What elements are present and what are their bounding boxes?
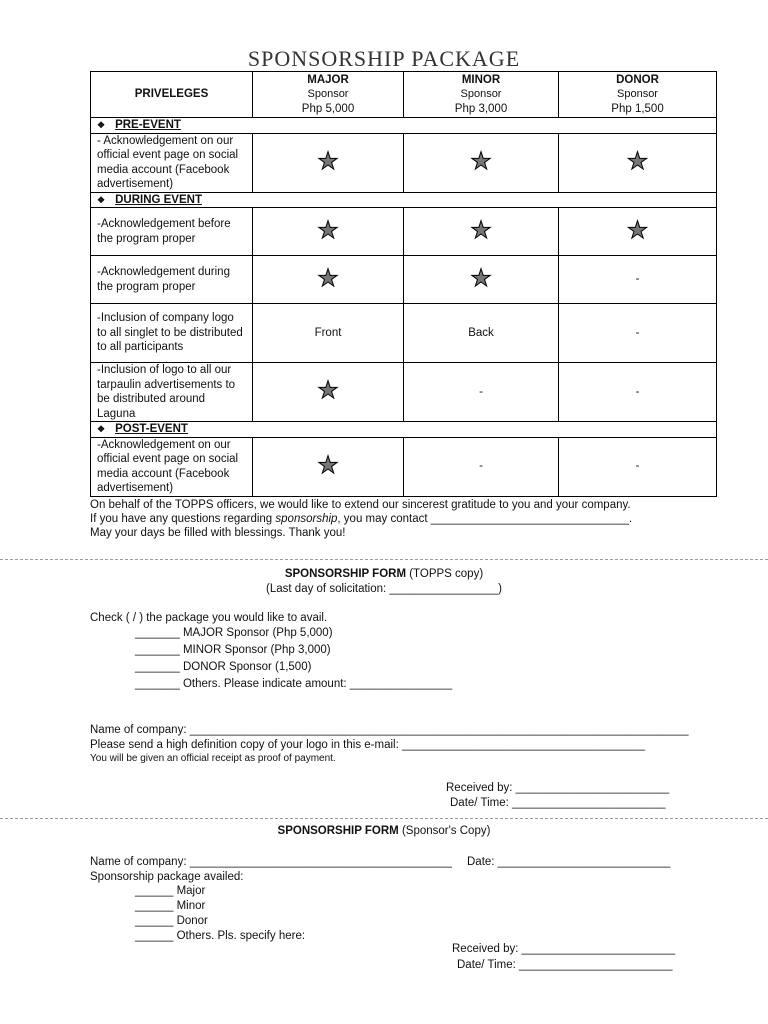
- star-icon: ★: [317, 216, 339, 244]
- major-label: Sponsor: [307, 88, 349, 101]
- form2-received-by[interactable]: Received by: ________________________: [452, 943, 676, 955]
- diamond-icon: ❖: [97, 424, 106, 434]
- table-row: - Acknowledgement on our official event page on social media account (Facebook advertisement) ★ ★ ★: [91, 133, 717, 192]
- table-row: -Inclusion of company logo to all singlet to be distributed to all participants Front Back -: [91, 304, 717, 363]
- form2-date-field[interactable]: Date: ___________________________: [467, 856, 671, 868]
- form2-option-others[interactable]: ______ Others. Pls. specify here:: [135, 930, 306, 942]
- form2-option-donor[interactable]: ______ Donor: [135, 915, 208, 927]
- form1-deadline: (Last day of solicitation: _________________): [266, 583, 502, 595]
- major-price: Php 5,000: [301, 102, 355, 115]
- donor-column-header: [559, 72, 717, 118]
- star-icon: ★: [317, 451, 339, 479]
- form1-option-donor[interactable]: _______ DONOR Sponsor (1,500): [135, 661, 312, 673]
- form1-receipt-note: You will be given an official receipt as proof of payment.: [90, 753, 336, 764]
- form1-received-by[interactable]: Received by: ________________________: [446, 782, 670, 794]
- form1-option-minor[interactable]: _______ MINOR Sponsor (Php 3,000): [135, 644, 331, 656]
- form1-option-major[interactable]: _______ MAJOR Sponsor (Php 5,000): [135, 627, 333, 639]
- star-icon: ★: [470, 147, 492, 175]
- form1-date-time[interactable]: Date/ Time: ________________________: [450, 797, 666, 809]
- major-column-header: [253, 72, 404, 118]
- cut-line: [0, 818, 768, 819]
- form2-option-minor[interactable]: ______ Minor: [135, 900, 206, 912]
- donor-label: Sponsor: [617, 88, 658, 101]
- form2-option-major[interactable]: ______ Major: [135, 885, 206, 897]
- minor-column-header: [404, 72, 559, 118]
- star-icon: ★: [470, 264, 492, 292]
- table-row: -Inclusion of logo to all our tarpaulin advertisements to be distributed around Laguna ★ - -: [91, 363, 717, 422]
- cut-line: [0, 559, 768, 560]
- form1-title: SPONSORSHIP FORM (TOPPS copy): [284, 568, 484, 580]
- star-icon: ★: [317, 377, 339, 405]
- minor-tier: MINOR: [461, 73, 501, 86]
- star-icon: ★: [470, 216, 492, 244]
- form2-company-field[interactable]: Name of company: _________________________________________: [90, 856, 452, 868]
- sponsorship-package-table: [90, 71, 717, 497]
- form1-email-field[interactable]: Please send a high definition copy of your logo in this e-mail: ______________________________________: [90, 739, 645, 751]
- star-icon: ★: [626, 147, 649, 175]
- form1-check-instruction: Check ( / ) the package you would like to avail.: [90, 612, 328, 624]
- thanks-line-2: If you have any questions regarding sponsorship, you may contact _______________________________.: [90, 513, 633, 525]
- diamond-icon: ❖: [97, 120, 106, 130]
- privileges-header: PRIVELEGES: [91, 72, 253, 118]
- form2-title: SPONSORSHIP FORM (Sponsor's Copy): [277, 825, 491, 837]
- star-icon: ★: [626, 216, 649, 244]
- donor-price: Php 1,500: [611, 102, 664, 115]
- form1-company-field[interactable]: Name of company: ______________________________________________________________________________: [90, 724, 689, 736]
- star-icon: ★: [317, 264, 339, 292]
- thanks-line-3: May your days be filled with blessings. Thank you!: [90, 527, 346, 539]
- table-row: -Acknowledgement during the program proper ★ ★ -: [91, 256, 717, 304]
- section-during-event: ❖ DURING EVENT: [91, 192, 717, 208]
- table-row: -Acknowledgement on our official event page on social media account (Facebook advertisement) ★ - -: [91, 437, 717, 496]
- thanks-line-1: On behalf of the TOPPS officers, we would like to extend our sincerest gratitude to you and your company.: [90, 499, 631, 511]
- form1-option-others[interactable]: _______ Others. Please indicate amount: ________________: [135, 678, 453, 690]
- page-title: SPONSORSHIP PACKAGE: [247, 46, 521, 71]
- major-tier: MAJOR: [307, 73, 349, 86]
- section-post-event: ❖ POST-EVENT: [91, 422, 717, 438]
- minor-label: Sponsor: [460, 88, 502, 101]
- section-pre-event: ❖ PRE-EVENT: [91, 118, 717, 134]
- diamond-icon: ❖: [97, 194, 106, 205]
- form2-date-time[interactable]: Date/ Time: ________________________: [457, 959, 673, 971]
- form2-availed-label: Sponsorship package availed:: [90, 871, 244, 883]
- table-row: -Acknowledgement before the program proper ★ ★ ★: [91, 208, 717, 256]
- star-icon: ★: [317, 147, 339, 175]
- minor-price: Php 3,000: [454, 102, 508, 115]
- donor-tier: DONOR: [616, 73, 659, 86]
